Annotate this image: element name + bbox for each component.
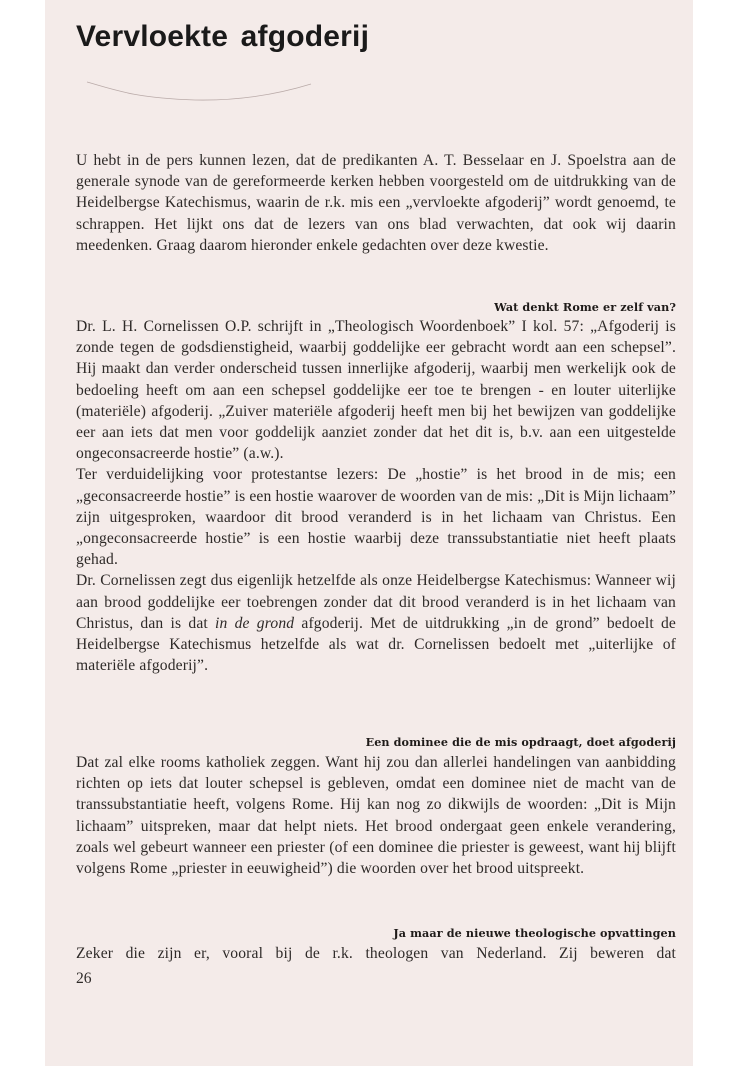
document-page — [45, 0, 693, 1066]
section-1-body — [76, 316, 676, 676]
paragraph-text: Dr. Cornelissen zegt dus eigenlijk hetzelfde als onze Heidelbergse Katechismus: Wanneer wij aan brood goddelijke eer toebrengen zonder dat dit brood veranderd is in het lichaam van Christus, dan is dat — [76, 572, 676, 632]
intro-block — [76, 150, 676, 256]
section-paragraph: Ter verduidelijking voor protestantse lezers: De „hostie” is het brood in de mis; een „geconsacreerde hostie” is een hostie waarover de woorden van de mis: „Dit is Mijn lichaam” zijn uitgesproken, waardoor dit brood veranderd is in het lichaam van Christus. Een „ongeconsacreerde hostie” is een hostie waarbij deze transsubstantiatie niet heeft plaats gehad. — [76, 466, 676, 569]
emphasized-text: in de grond — [215, 614, 295, 632]
section-paragraph: Dr. L. H. Cornelissen O.P. schrijft in „Theologisch Woordenboek” I kol. 57: „Afgoderij is zonde tegen de godsdienstigheid, waarbij goddelijke eer gebracht wordt aan een schepsel”. Hij maakt dan verder onderscheid tussen innerlijke afgoderij, waarbij men werkelijk ook de bedoeling heeft om aan een schepsel goddelijke eer toe te brengen - en louter uiterlijke (materiële) afgoderij. „Zuiver materiële afgoderij heeft men bij het bewijzen van goddelijke eer aan iets dat men voor goddelijk aanziet zonder dat het dit is, b.v. aan een uitgestelde ongeconsacreerde hostie” (a.w.). — [76, 318, 676, 463]
section-heading: Wat denkt Rome er zelf van? — [494, 300, 676, 314]
page-number: 26 — [76, 970, 92, 987]
section-heading: Ja maar de nieuwe theologische opvattingen — [393, 926, 676, 940]
paragraph-text: afgoderij. Met de uitdrukking „in de grond” bedoelt de Heidelbergse Katechismus hetzelfde als wat dr. Cornelissen bedoelt met „uiterlijke of materiële afgoderij”. — [76, 614, 676, 675]
section-paragraph: Dat zal elke rooms katholiek zeggen. Want hij zou dan allerlei handelingen van aanbidding richten op iets dat louter schepsel is gebleven, omdat een dominee niet de macht van de transsubstantiatie heeft, volgens Rome. Hij kan nog zo dikwijls de woorden: „Dit is Mijn lichaam” uitspreken, maar dat helpt niets. Het brood ondergaat geen enkele verandering, zoals wel gebeurt wanneer een priester (of een dominee die priester is geweest, want hij blijft volgens Rome „priester in eeuwigheid”) die woorden over het brood uitspreekt. — [76, 754, 676, 878]
section-3-body — [76, 943, 676, 964]
section-paragraph — [76, 570, 676, 676]
intro-paragraph: U hebt in de pers kunnen lezen, dat de predikanten A. T. Besselaar en J. Spoelstra aan de generale synode van de gereformeerde kerken hebben voorgesteld om de uitdrukking van de Heidelbergse Katechismus, waarin de r.k. mis een „vervloekte afgoderij” wordt genoemd, te schrappen. Het lijkt ons dat de lezers van ons blad verwachten, dat ook wij daarin meedenken. Graag daarom hieronder enkele gedachten over deze kwestie. — [76, 152, 676, 254]
section-heading: Een dominee die de mis opdraagt, doet afgoderij — [365, 735, 676, 749]
section-paragraph: Zeker die zijn er, vooral bij de r.k. theologen van Nederland. Zij beweren dat — [76, 945, 676, 962]
section-2-body — [76, 752, 676, 879]
decorative-pen-stroke — [85, 76, 315, 106]
article-title: Vervloekte afgoderij — [76, 20, 370, 53]
